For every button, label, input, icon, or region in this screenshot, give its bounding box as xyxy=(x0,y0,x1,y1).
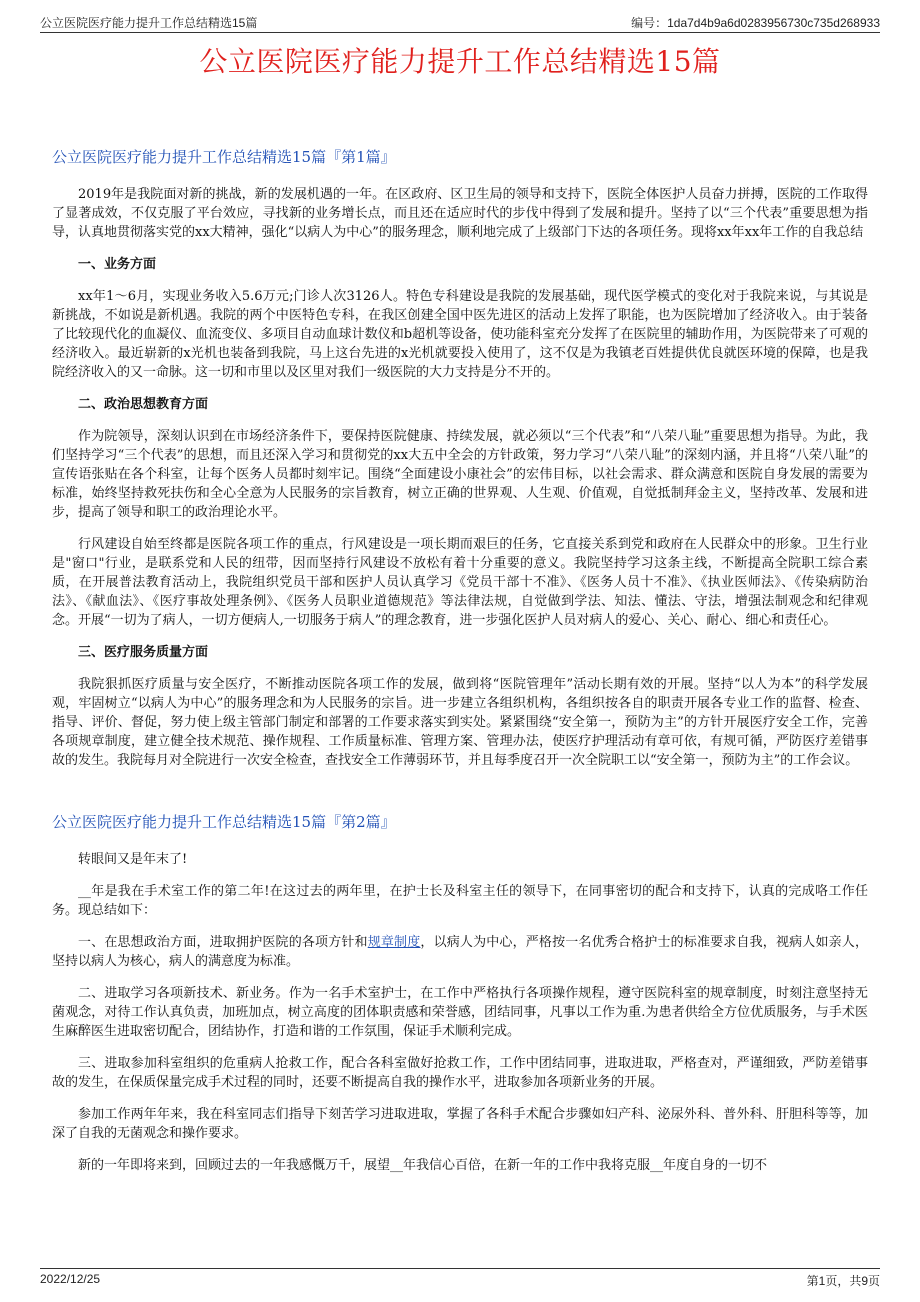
header-doc-name: 公立医院医疗能力提升工作总结精选15篇 xyxy=(40,16,258,30)
rules-link[interactable]: 规章制度 xyxy=(367,935,421,950)
section-1-paragraph-business: xx年1～6月，实现业务收入5.6万元;门诊人次3126人。特色专科建设是我院的发展基础，现代医学模式的变化对于我院来说，与其说是新挑战，不如说是新机遇。我院的两个中医特色专科，在我区创建全国中医先进区的活动上发挥了职能，也为医院增加了经济收入。由于装备了比较现代化的血凝仪、血流变仪、多项目自动血球计数仪和b超机等设备，使功能科室充分发挥了在医院里的辅助作用，为医院带来了可观的经济收入。最近崭新的x光机也装备到我院，马上这台先进的x光机就要投入使用了，这不仅是为我镇老百姓提供优良就医环境的保障，也是我院经济收入的又一命脉。这一切和市里以及区里对我们一级医院的大力支持是分不开的。 xyxy=(52,289,868,380)
section-1-heading-quality: 三、医疗服务质量方面 xyxy=(78,645,209,660)
section-2-learning: 二、进取学习各项新技术、新业务。作为一名手术室护士，在工作中严格执行各项操作规程，遵守医院科室的规章制度，时刻注意坚持无菌观念，对待工作认真负责，加班加点，树立高度的团体职责感和荣誉感，团结同事，凡事以工作为重.为患者供给全方位优质服务，与手术医生麻醉医生进取密切配合，团结协作，打造和谐的工作氛围，保证手术顺利完成。 xyxy=(52,986,868,1039)
section-1-title: 公立医院医疗能力提升工作总结精选15篇『第1篇』 xyxy=(52,148,396,166)
section-1-paragraph-conduct: 行风建设自始至终都是医院各项工作的重点，行风建设是一项长期而艰巨的任务，它直接关系到党和政府在人民群众中的形象。卫生行业是"窗口"行业，是联系党和人民的纽带，因而坚持行风建设不放松有着十分重要的意义。我院坚持学习这条主线，不断提高全院职工综合素质，在开展普法教育活动上，我院组织党员干部和医护人员认真学习《党员干部十不准》、《医务人员十不准》、《执业医师法》、《传染病防治法》、《献血法》、《医疗事故处理条例》、《医务人员职业道德规范》等法律法规，自觉做到学法、知法、懂法、守法，增强法制观念和纪律观念。开展“一切为了病人，一切方便病人,一切服务于病人”的理念教育，进一步强化医护人员对病人的爱心、关心、耐心、细心和责任心。 xyxy=(52,537,868,628)
page-header xyxy=(40,12,880,33)
document-title: 公立医院医疗能力提升工作总结精选15篇 xyxy=(199,45,721,78)
section-2-politics xyxy=(52,933,868,971)
document-body xyxy=(52,148,868,1188)
section-2-opening: 转眼间又是年末了! xyxy=(78,852,188,867)
section-1-paragraph-politics: 作为院领导，深刻认识到在市场经济条件下，要保持医院健康、持续发展，就必须以“三个代表”和“八荣八耻”重要思想为指导。为此，我们坚持学习“三个代表”的思想，而且还深入学习和贯彻党的xx大五中全会的方针政策，努力学习“八荣八耻”的深刻内涵，并且将“八荣八耻”的宣传语张贴在各个科室，让每个医务人员都时刻牢记。围绕“全面建设小康社会”的宏伟目标，以社会需求、群众满意和医院自身发展的需要为标准，始终坚持救死扶伤和全心全意为人民服务的宗旨教育，树立正确的世界观、人生观、价值观，自觉抵制拜金主义，坚持改革、发展和进步，提高了领导和职工的政治理论水平。 xyxy=(52,429,868,520)
footer-date: 2022/12/25 xyxy=(40,1272,101,1286)
footer-page-number: 第1页，共9页 xyxy=(806,1274,880,1288)
page-footer xyxy=(40,1268,880,1289)
section-2-summary: __年是我在手术室工作的第二年!在这过去的两年里，在护士长及科室主任的领导下，在同事密切的配合和支持下，认真的完成咯工作任务。现总结如下： xyxy=(52,884,868,918)
section-2-politics-post: ，以病人为中心，严格按一名优秀合格护士的标准要求自我，视病人如亲人，坚持以病人为核心，病人的满意度为标准。 xyxy=(52,935,868,969)
section-1-heading-business: 一、业务方面 xyxy=(78,257,157,272)
section-1-paragraph-quality: 我院狠抓医疗质量与安全医疗，不断推动医院各项工作的发展，做到将“医院管理年”活动长期有效的开展。坚持“以人为本”的科学发展观，牢固树立“以病人为中心”的服务理念和为人民服务的宗旨。进一步建立各组织机构，各组织按各自的职责开展各专业工作的监督、检查、指导、评价、督促，努力使上级主管部门制定和部署的工作要求落实到实处。紧紧围绕“安全第一，预防为主”的方针开展医疗安全工作，完善各项规章制度，建立健全技术规范、操作规程、工作质量标准、管理方案、管理办法，使医疗护理活动有章可依，有规可循，严防医疗差错事故的发生。我院每月对全院进行一次安全检查，查找安全工作薄弱环节，并且每季度召开一次全院职工以“安全第一，预防为主”的工作会议。 xyxy=(52,677,868,768)
header-doc-id: 编号：1da7d4b9a6d0283956730c735d268933 xyxy=(631,16,880,30)
section-2-title: 公立医院医疗能力提升工作总结精选15篇『第2篇』 xyxy=(52,813,396,831)
section-2-experience: 参加工作两年年来，我在科室同志们指导下刻苦学习进取进取，掌握了各科手术配合步骤如妇产科、泌尿外科、普外科、肝胆科等等，加深了自我的无菌观念和操作要求。 xyxy=(52,1107,868,1141)
section-1-intro: 2019年是我院面对新的挑战，新的发展机遇的一年。在区政府、区卫生局的领导和支持下，医院全体医护人员奋力拼搏，医院的工作取得了显著成效，不仅克服了平台效应，寻找新的业务增长点，而且还在适应时代的步伐中得到了发展和提升。坚持了以“三个代表”重要思想为指导，认真地贯彻落实党的xx大精神，强化“以病人为中心”的服务理念，顺利地完成了上级部门下达的各项任务。现将xx年xx年工作的自我总结 xyxy=(52,187,868,240)
section-2-outlook: 新的一年即将来到，回顾过去的一年我感慨万千，展望__年我信心百倍，在新一年的工作中我将克服__年度自身的一切不 xyxy=(78,1158,768,1173)
section-1-heading-politics: 二、政治思想教育方面 xyxy=(78,397,209,412)
section-2-rescue: 三、进取参加科室组织的危重病人抢救工作，配合各科室做好抢救工作，工作中团结同事，进取进取，严格查对，严谨细致，严防差错事故的发生，在保质保量完成手术过程的同时，还要不断提高自我的操作水平，进取参加各项新业务的开展。 xyxy=(52,1056,868,1090)
section-2-politics-pre: 一、在思想政治方面，进取拥护医院的各项方针和 xyxy=(78,935,368,950)
